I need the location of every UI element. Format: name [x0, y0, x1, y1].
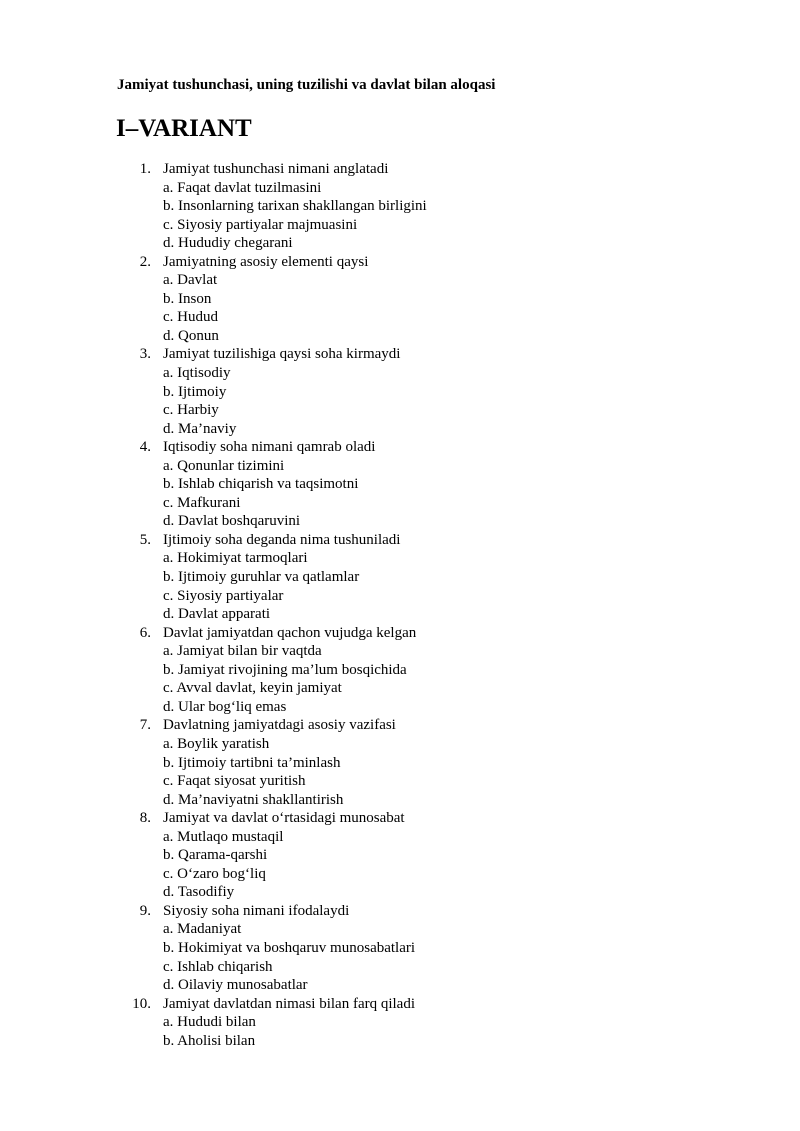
question-item [0, 253, 800, 346]
answer-option: a. Boylik yaratish [163, 735, 270, 752]
answer-option: c. Harbiy [163, 402, 219, 419]
answer-option: d. Ma’naviyatni shakllantirish [163, 791, 344, 808]
answer-option: d. Oilaviy munosabatlar [163, 977, 308, 994]
question-number: 8. [139, 810, 151, 827]
answer-option: c. Hudud [163, 309, 218, 326]
question-text: Iqtisodiy soha nimani qamrab oladi [163, 439, 376, 456]
question-number: 6. [139, 624, 151, 641]
question-number: 5. [139, 531, 151, 548]
answer-option: d. Davlat apparati [163, 606, 271, 623]
question-text: Davlat jamiyatdan qachon vujudga kelgan [163, 624, 417, 641]
answer-option: a. Madaniyat [163, 921, 242, 938]
question-list [0, 160, 800, 1050]
answer-option: c. Siyosiy partiyalar majmuasini [163, 216, 358, 233]
question-line [0, 902, 800, 921]
document-title: Jamiyat tushunchasi, uning tuzilishi va davlat bilan aloqasi [117, 77, 496, 93]
question-line [0, 438, 800, 457]
question-number: 4. [139, 439, 151, 456]
answer-option: b. Ijtimoiy [163, 383, 227, 400]
answer-option: a. Davlat [163, 272, 218, 289]
question-text: Siyosiy soha nimani ifodalaydi [163, 902, 350, 919]
answer-option: d. Tasodifiy [163, 884, 235, 901]
question-item [0, 902, 800, 995]
answer-option: b. Aholisi bilan [163, 1032, 256, 1049]
answer-option: a. Jamiyat bilan bir vaqtda [163, 643, 322, 660]
question-line [0, 624, 800, 643]
answer-option: c. Ishlab chiqarish [163, 958, 273, 975]
answer-option: a. Iqtisodiy [163, 365, 231, 382]
question-line [0, 253, 800, 272]
question-number: 3. [139, 346, 151, 363]
question-number: 9. [139, 902, 151, 919]
question-item [0, 809, 800, 902]
question-text: Jamiyatning asosiy elementi qaysi [163, 253, 369, 270]
answer-option: c. Siyosiy partiyalar [163, 587, 284, 604]
answer-option: b. Ishlab chiqarish va taqsimotni [163, 476, 359, 493]
question-line [0, 809, 800, 828]
answer-option: d. Ma’naviy [163, 420, 237, 437]
question-line [0, 716, 800, 735]
answer-option: c. O‘zaro bog‘liq [163, 865, 266, 882]
question-item [0, 160, 800, 253]
answer-option: a. Mutlaqo mustaqil [163, 828, 284, 845]
question-line [0, 995, 800, 1014]
answer-option: c. Mafkurani [163, 494, 241, 511]
question-text: Jamiyat va davlat o‘rtasidagi munosabat [163, 810, 405, 827]
question-item [0, 624, 800, 717]
question-line [0, 160, 800, 179]
question-line [0, 345, 800, 364]
question-item [0, 995, 800, 1051]
answer-option: c. Avval davlat, keyin jamiyat [163, 680, 342, 697]
question-item [0, 345, 800, 438]
question-text: Jamiyat tuzilishiga qaysi soha kirmaydi [163, 346, 401, 363]
question-number: 1. [139, 161, 151, 177]
answer-option: b. Qarama-qarshi [163, 847, 268, 864]
answer-option: a. Faqat davlat tuzilmasini [163, 179, 322, 196]
question-item [0, 716, 800, 809]
question-text: Ijtimoiy soha deganda nima tushuniladi [163, 531, 401, 548]
question-number: 2. [139, 253, 151, 270]
question-number: 7. [139, 717, 151, 734]
answer-option: b. Insonlarning tarixan shakllangan birligini [163, 198, 427, 215]
answer-option: b. Jamiyat rivojining ma’lum bosqichida [163, 661, 407, 678]
question-number: 10. [132, 995, 151, 1012]
answer-option: d. Qonun [163, 327, 219, 344]
answer-option: d. Davlat boshqaruvini [163, 513, 301, 530]
answer-option: b. Hokimiyat va boshqaruv munosabatlari [163, 939, 416, 956]
variant-heading: I–VARIANT [116, 115, 252, 142]
question-text: Jamiyat tushunchasi nimani anglatadi [163, 161, 389, 177]
question-text: Davlatning jamiyatdagi asosiy vazifasi [163, 717, 396, 734]
answer-option: a. Hududi bilan [163, 1014, 256, 1031]
question-item [0, 531, 800, 624]
question-line [0, 531, 800, 550]
answer-option: a. Qonunlar tizimini [163, 457, 285, 474]
answer-option: b. Inson [163, 290, 212, 307]
answer-option: a. Hokimiyat tarmoqlari [163, 550, 308, 567]
answer-option: d. Hududiy chegarani [163, 235, 293, 252]
answer-option: c. Faqat siyosat yuritish [163, 773, 306, 790]
answer-option: d. Ular bog‘liq emas [163, 698, 287, 715]
question-item [0, 438, 800, 531]
answer-option: b. Ijtimoiy guruhlar va qatlamlar [163, 569, 360, 586]
answer-option: b. Ijtimoiy tartibni ta’minlash [163, 754, 341, 771]
question-text: Jamiyat davlatdan nimasi bilan farq qiladi [163, 995, 416, 1012]
